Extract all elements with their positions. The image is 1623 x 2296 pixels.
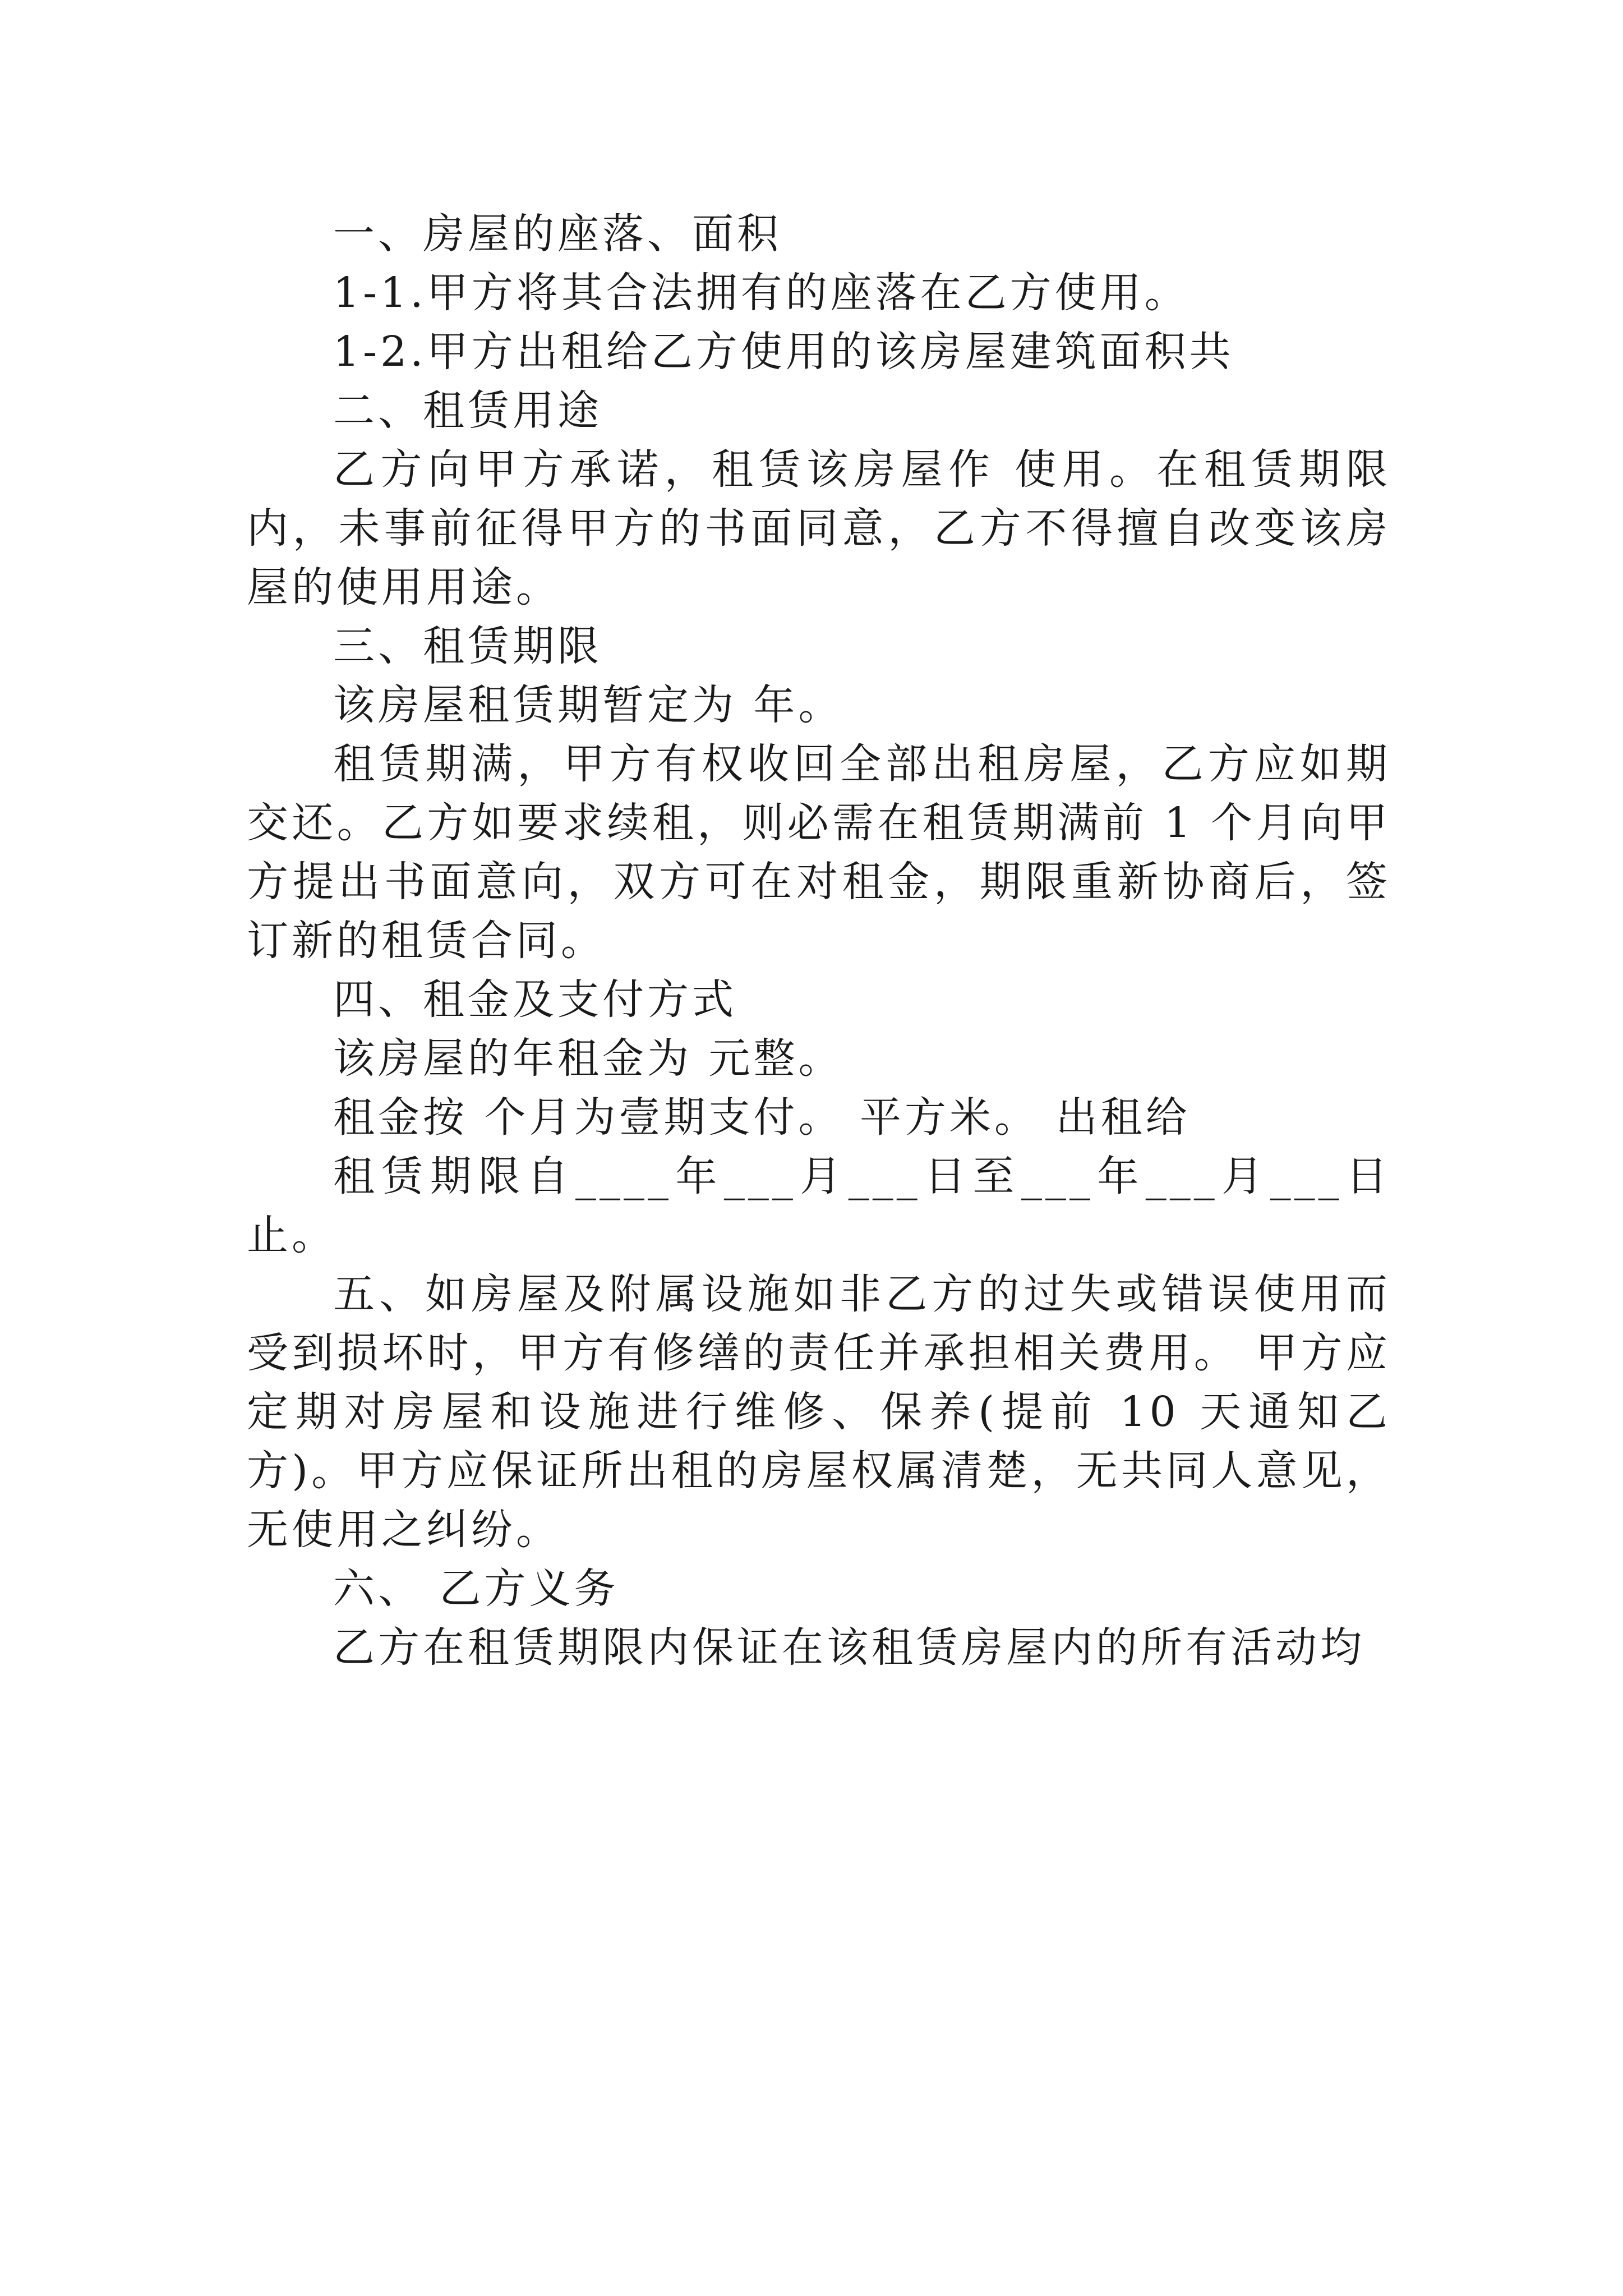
lease-renewal-text: 租赁期满，甲方有权收回全部出租房屋，乙方应如期交还。乙方如要求续租，则必需在租赁期满前 1 个月向甲方提出书面意向，双方可在对租金，期限重新协商后，签订新的租赁合同。 [247,740,1391,965]
section-heading-location-area: 一、房屋的座落、面积 [333,210,782,258]
tenant-obligations-text: 乙方在租赁期限内保证在该租赁房屋内的所有活动均 [333,1623,1365,1672]
lease-term-text: 该房屋租赁期暂定为 年。 [333,681,843,729]
document-body [247,205,1391,1677]
section-heading-lease-term: 三、租赁期限 [333,622,602,670]
clause-repairs-obligations: 五、如房屋及附属设施如非乙方的过失或错误使用而受到损坏时，甲方有修缮的责任并承担相关费用。 甲方应定期对房屋和设施进行维修、保养(提前 10 天通知乙方)。甲方应保证所出租的房屋权属清楚，无共同人意见，无使用之纠纷。 [247,1270,1391,1554]
clause-1-1: 1-1.甲方将其合法拥有的座落在乙方使用。 [333,269,1189,317]
clause-1-2: 1-2.甲方出租给乙方使用的该房屋建筑面积共 [333,328,1234,376]
lease-period-dates: 租赁期限自____年___月___日至___年___月___日止。 [247,1152,1391,1259]
lease-purpose-text: 乙方向甲方承诺，租赁该房屋作 使用。在租赁期限内，未事前征得甲方的书面同意，乙方不得擅自改变该房屋的使用用途。 [247,445,1391,611]
payment-schedule-text: 租金按 个月为壹期支付。 平方米。 出租给 [333,1093,1191,1142]
annual-rent-text: 该房屋的年租金为 元整。 [333,1034,843,1083]
section-heading-tenant-obligations: 六、 乙方义务 [333,1565,619,1613]
section-heading-lease-purpose: 二、租赁用途 [333,386,602,435]
section-heading-rent-payment: 四、租金及支付方式 [333,976,737,1024]
